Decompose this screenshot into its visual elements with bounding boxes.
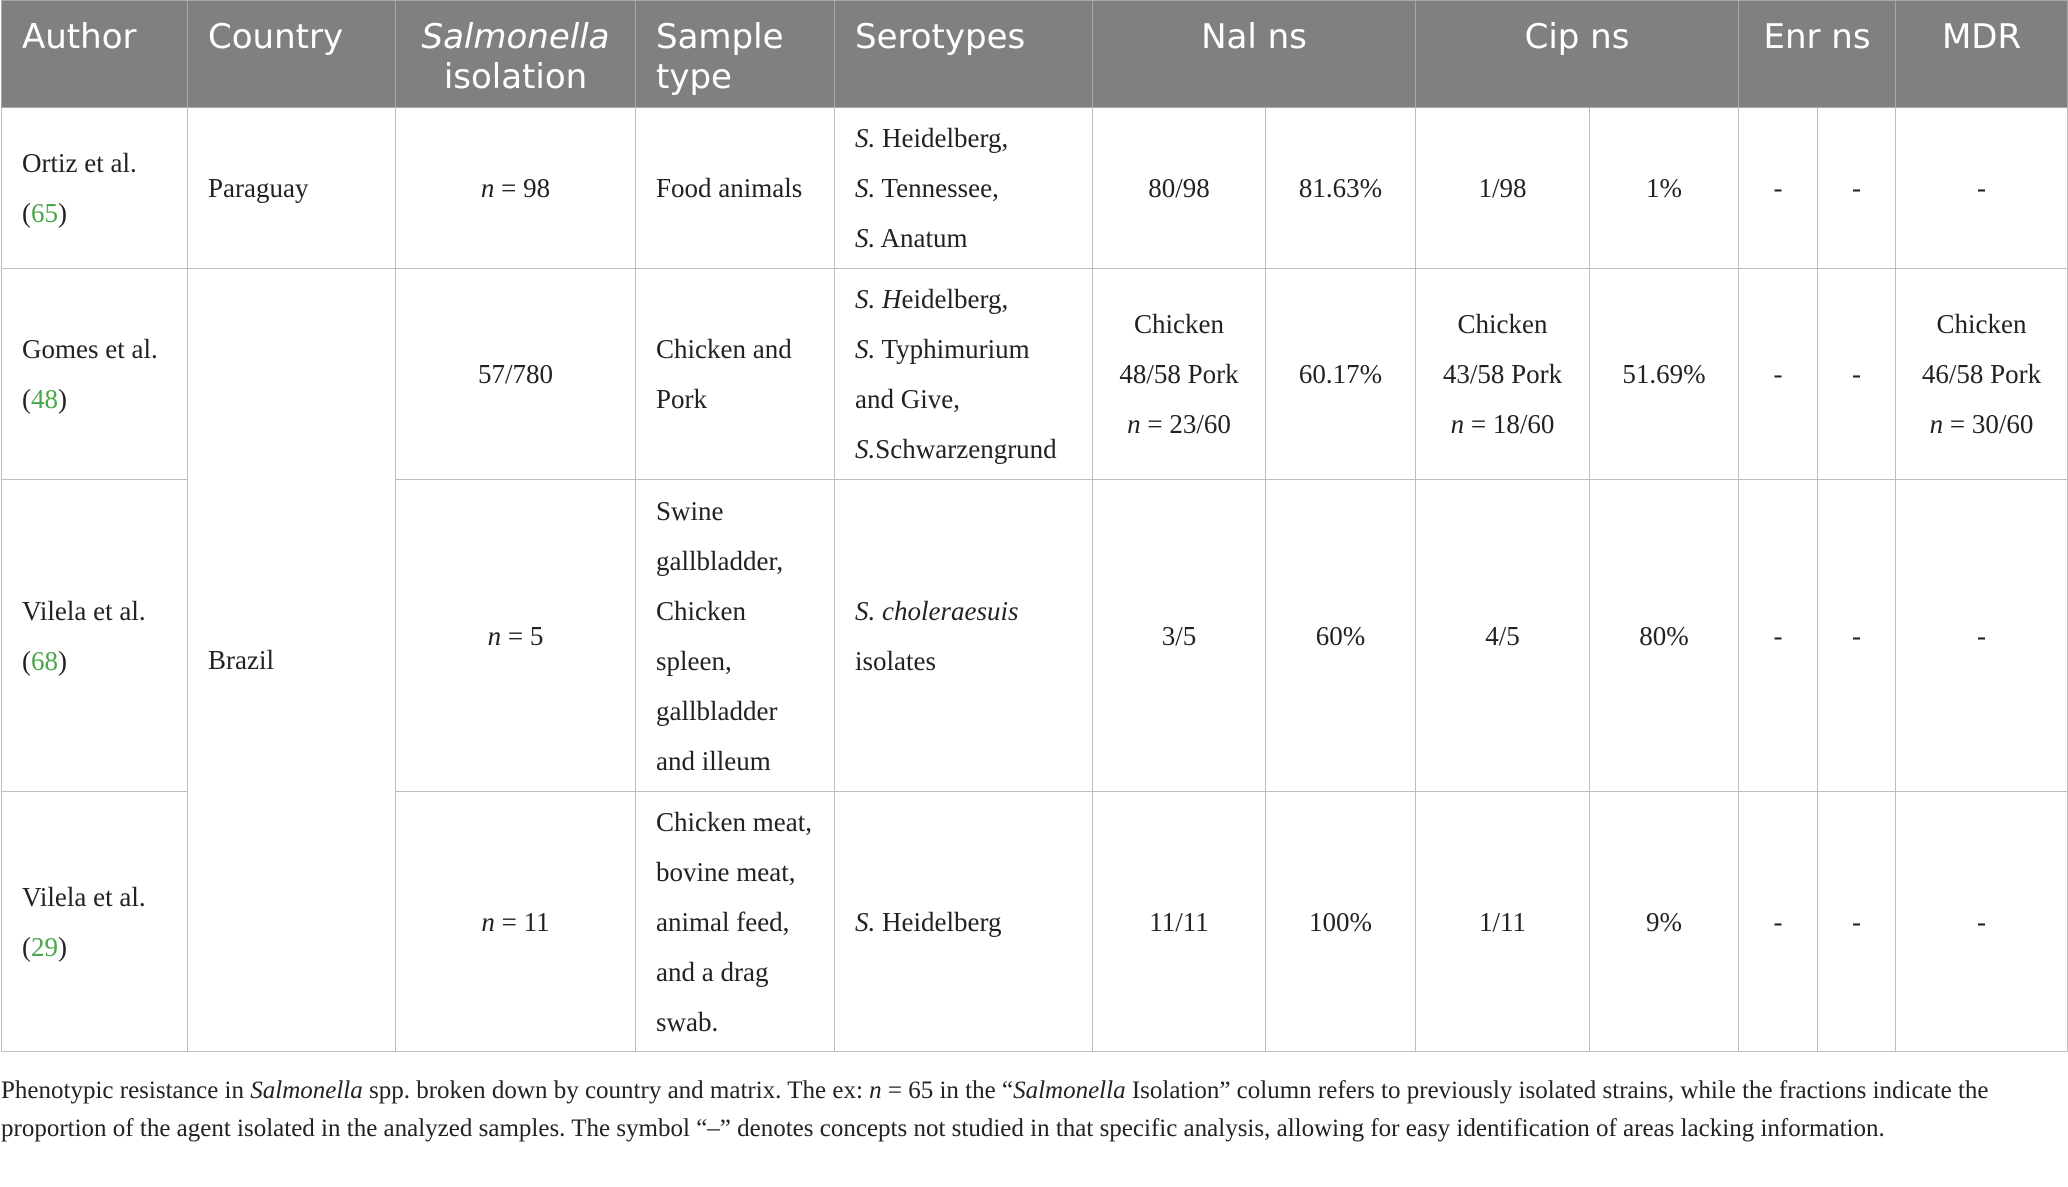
header-sample-line2: type [656, 57, 732, 97]
country-cell: Brazil [188, 269, 396, 1052]
serotype-name: Tennessee, [875, 173, 999, 203]
mdr-cell: - [1896, 108, 2068, 269]
sample-type-cell: Chicken and Pork [636, 269, 835, 480]
serotype-genus: S. choleraesuis [855, 595, 1019, 626]
n-symbol: n [1450, 409, 1465, 439]
n-symbol: n [1929, 409, 1944, 439]
sample-type-cell: Swine gallbladder, Chicken spleen, gallbladder and illeum [636, 480, 835, 792]
cip-fraction-cell: 4/5 [1416, 480, 1590, 792]
serotype-name: Heidelberg [875, 906, 1002, 937]
nal-percent-cell: 81.63% [1266, 108, 1416, 269]
enr-percent-cell: - [1818, 480, 1896, 792]
resistance-table [1, 0, 2068, 1052]
isolation-cell [396, 792, 636, 1052]
enr-percent-cell: - [1818, 792, 1896, 1052]
country-cell: Paraguay [188, 108, 396, 269]
serotype-name: Schwarzengrund [875, 434, 1057, 464]
cip-percent-cell: 51.69% [1590, 269, 1739, 480]
caption-italic: Salmonella [250, 1077, 363, 1104]
enr-fraction-cell: - [1739, 792, 1818, 1052]
cell-line: = 18/60 [1464, 409, 1555, 439]
serotype-name: eidelberg, [901, 284, 1009, 314]
author-cell: Ortiz et al. (65) [2, 108, 188, 269]
header-cip: Cip ns [1416, 1, 1739, 108]
cip-fraction-cell [1416, 269, 1590, 480]
serotype-name: and Give, [855, 384, 960, 414]
header-isolation-italic: Salmonella [421, 17, 610, 57]
header-sample-type [636, 1, 835, 108]
cell-line: Chicken [1457, 309, 1548, 339]
nal-percent-cell: 60% [1266, 480, 1416, 792]
cip-percent-cell: 80% [1590, 480, 1739, 792]
cell-line: = 23/60 [1140, 409, 1231, 439]
cell-line: 48/58 Pork [1119, 359, 1239, 389]
header-row [2, 1, 2068, 108]
reference-link[interactable]: 29 [31, 931, 58, 962]
serotype-genus: S. [855, 334, 876, 364]
author-name: Ortiz et al. [22, 148, 137, 178]
cell-line: Chicken [1936, 309, 2027, 339]
cip-fraction-cell: 1/98 [1416, 108, 1590, 269]
enr-fraction-cell: - [1739, 108, 1818, 269]
cip-fraction-cell: 1/11 [1416, 792, 1590, 1052]
n-symbol: n [480, 173, 495, 203]
header-sample-line1: Sample [656, 17, 784, 57]
author-name: Gomes et al. [22, 334, 158, 364]
isolation-cell [396, 480, 636, 792]
enr-percent-cell: - [1818, 269, 1896, 480]
header-nal: Nal ns [1093, 1, 1416, 108]
header-serotypes: Serotypes [835, 1, 1093, 108]
serotypes-cell [835, 108, 1093, 269]
enr-percent-cell: - [1818, 108, 1896, 269]
table-caption [1, 1072, 2051, 1148]
serotype-name: Heidelberg, [875, 123, 1009, 153]
sample-type-cell: Chicken meat, bovine meat, animal feed, and a drag swab. [636, 792, 835, 1052]
nal-fraction-cell [1093, 269, 1266, 480]
header-author: Author [2, 1, 188, 108]
header-enr: Enr ns [1739, 1, 1896, 108]
reference-link[interactable]: 48 [31, 384, 58, 414]
reference-link[interactable]: 65 [31, 198, 58, 228]
mdr-cell: - [1896, 480, 2068, 792]
n-symbol: n [1127, 409, 1141, 439]
cip-percent-cell: 9% [1590, 792, 1739, 1052]
serotypes-cell [835, 480, 1093, 792]
caption-italic: n [869, 1077, 882, 1104]
nal-percent-cell: 60.17% [1266, 269, 1416, 480]
n-symbol: n [481, 906, 495, 937]
serotype-genus: S. [855, 123, 876, 153]
sample-type-cell: Food animals [636, 108, 835, 269]
serotype-genus: S. H [855, 284, 902, 314]
enr-fraction-cell: - [1739, 269, 1818, 480]
cell-line: Chicken [1134, 309, 1224, 339]
isolation-cell [396, 108, 636, 269]
serotype-genus: S. [855, 223, 876, 253]
cip-percent-cell: 1% [1590, 108, 1739, 269]
caption-text: = 65 in the “ [881, 1077, 1014, 1104]
caption-text: spp. broken down by country and matrix. The ex: [362, 1077, 870, 1104]
author-name: Vilela et al. [22, 881, 146, 912]
header-isolation [396, 1, 636, 108]
header-isolation-rest: isolation [443, 57, 588, 97]
nal-fraction-cell: 11/11 [1093, 792, 1266, 1052]
enr-fraction-cell: - [1739, 480, 1818, 792]
author-cell: Vilela et al. (29) [2, 792, 188, 1052]
serotype-genus: S. [855, 173, 876, 203]
isolation-cell: 57/780 [396, 269, 636, 480]
mdr-cell: - [1896, 792, 2068, 1052]
author-cell: Gomes et al. (48) [2, 269, 188, 480]
n-symbol: n [487, 620, 502, 651]
serotype-genus: S. [855, 906, 876, 937]
isolation-value: = 5 [501, 620, 544, 651]
caption-italic: Salmonella [1013, 1077, 1126, 1104]
author-cell: Vilela et al. (68) [2, 480, 188, 792]
isolation-value: = 98 [494, 173, 551, 203]
serotype-genus: S. [855, 434, 876, 464]
nal-fraction-cell: 80/98 [1093, 108, 1266, 269]
table-row [2, 269, 2068, 480]
serotypes-cell [835, 269, 1093, 480]
caption-text: Phenotypic resistance in [1, 1077, 251, 1104]
header-mdr: MDR [1896, 1, 2068, 108]
nal-percent-cell: 100% [1266, 792, 1416, 1052]
serotype-name: Anatum [875, 223, 968, 253]
table-row [2, 108, 2068, 269]
author-name: Vilela et al. [22, 595, 146, 626]
reference-link[interactable]: 68 [31, 645, 58, 676]
serotype-name: isolates [855, 645, 936, 676]
cell-line: 46/58 Pork [1921, 359, 2042, 389]
serotype-name: Typhimurium [875, 334, 1030, 364]
nal-fraction-cell: 3/5 [1093, 480, 1266, 792]
serotypes-cell [835, 792, 1093, 1052]
header-country: Country [188, 1, 396, 108]
isolation-value: = 11 [494, 906, 550, 937]
caption-text: Isolation” column refers to previously isolated strains, while the fractions indicate the proportion of the agent isolated in the analyzed samples. The symbol “–” denotes concepts not studied in that specific analysis, allowing for easy identification of areas lacking information. [1, 1077, 1989, 1142]
cell-line: 43/58 Pork [1442, 359, 1563, 389]
mdr-cell [1896, 269, 2068, 480]
cell-line: = 30/60 [1943, 409, 2034, 439]
